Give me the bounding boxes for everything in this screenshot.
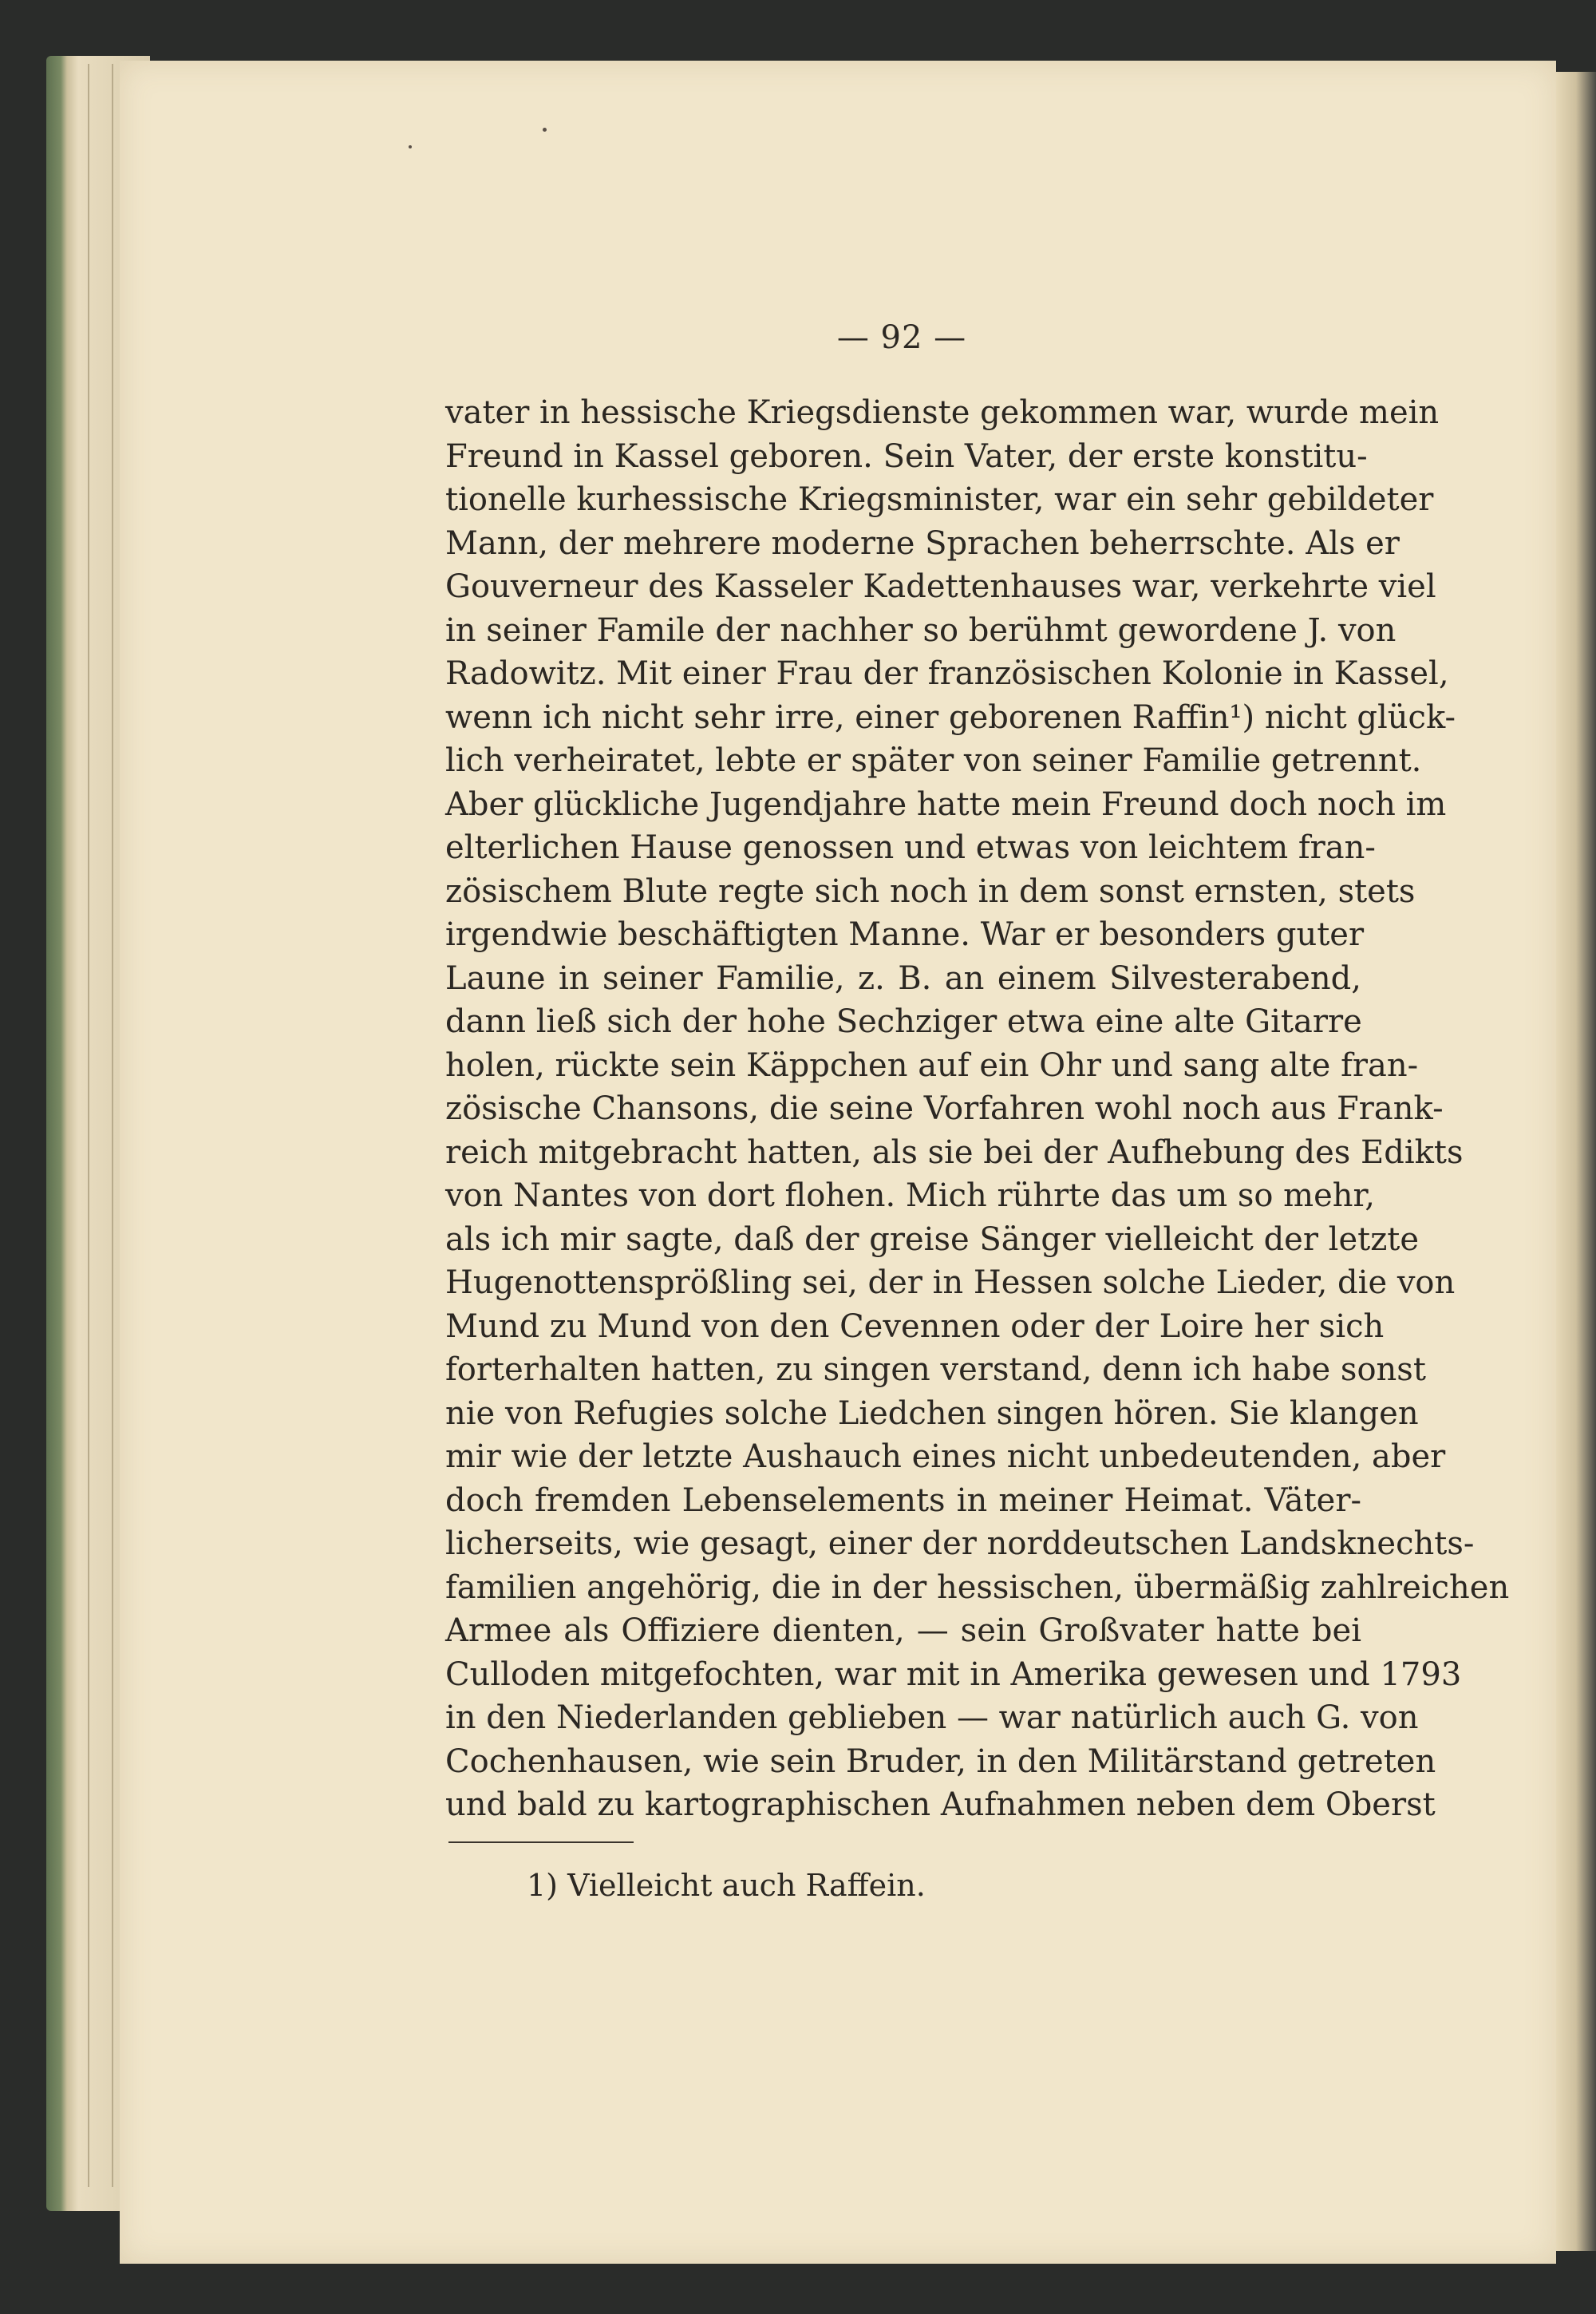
- footnote: 1) Vielleicht auch Raffein.: [527, 1868, 926, 1903]
- text-line: Aber glückliche Jugendjahre hatte mein Freund doch noch im: [445, 785, 1447, 823]
- text-line: forterhalten hatten, zu singen verstand, denn ich habe sonst: [445, 1351, 1426, 1388]
- right-page-edge: [1556, 72, 1596, 2251]
- text-line: nie von Refugies solche Liedchen singen hören. Sie klangen: [445, 1394, 1419, 1432]
- text-line: doch fremden Lebenselements in meiner Heimat. Väter-: [445, 1481, 1361, 1519]
- ink-speck: [543, 128, 547, 132]
- text-line: Hugenottensprößling sei, der in Hessen solche Lieder, die von: [445, 1264, 1456, 1301]
- text-line: und bald zu kartographischen Aufnahmen neben dem Oberst: [445, 1786, 1436, 1823]
- text-line: elterlichen Hause genossen und etwas von leichtem fran-: [445, 829, 1376, 866]
- text-line: in seiner Famile der nachher so berühmt gewordene J. von: [445, 611, 1396, 649]
- text-line: holen, rückte sein Käppchen auf ein Ohr und sang alte fran-: [445, 1046, 1419, 1084]
- ink-speck: [409, 145, 412, 148]
- text-line: reich mitgebracht hatten, als sie bei der Aufhebung des Edikts: [445, 1133, 1464, 1171]
- text-line: Laune in seiner Familie, z. B. an einem Silvesterabend,: [445, 959, 1361, 997]
- text-line: Armee als Offiziere dienten, — sein Großvater hatte bei: [445, 1612, 1361, 1649]
- text-line: Freund in Kassel geboren. Sein Vater, der erste konstitu-: [445, 437, 1368, 475]
- text-line: von Nantes von dort flohen. Mich rührte das um so mehr,: [445, 1177, 1375, 1214]
- page-number: — 92 —: [836, 319, 967, 356]
- text-line: licherseits, wie gesagt, einer der norddeutschen Landsknechts-: [445, 1525, 1475, 1562]
- text-line: irgendwie beschäftigten Manne. War er besonders guter: [445, 916, 1365, 953]
- text-line: dann ließ sich der hohe Sechziger etwa eine alte Gitarre: [445, 1003, 1362, 1040]
- text-line: Radowitz. Mit einer Frau der französischen Kolonie in Kassel,: [445, 655, 1449, 692]
- footnote-rule: [448, 1841, 634, 1843]
- text-line: Mann, der mehrere moderne Sprachen beherrschte. Als er: [445, 524, 1400, 562]
- text-line: lich verheiratet, lebte er später von seiner Familie getrennt.: [445, 742, 1422, 779]
- text-line: vater in hessische Kriegsdienste gekommen war, wurde mein: [445, 394, 1440, 431]
- text-line: wenn ich nicht sehr irre, einer geborenen Raffin¹) nicht glück-: [445, 698, 1456, 736]
- text-line: als ich mir sagte, daß der greise Sänger vielleicht der letzte: [445, 1220, 1420, 1258]
- text-line: in den Niederlanden geblieben — war natürlich auch G. von: [445, 1699, 1419, 1736]
- text-line: Gouverneur des Kasseler Kadettenhauses war, verkehrte viel: [445, 568, 1436, 605]
- page-edge-line: [88, 64, 89, 2187]
- page-edge-line: [112, 64, 113, 2187]
- text-line: familien angehörig, die in der hessischen, übermäßig zahlreichen: [445, 1568, 1510, 1606]
- text-line: Mund zu Mund von den Cevennen oder der Loire her sich: [445, 1307, 1385, 1345]
- text-line: zösische Chansons, die seine Vorfahren wohl noch aus Frank-: [445, 1090, 1444, 1127]
- body-text: [445, 391, 1510, 1827]
- text-line: zösischem Blute regte sich noch in dem sonst ernsten, stets: [445, 872, 1416, 910]
- text-line: tionelle kurhessische Kriegsminister, war ein sehr gebildeter: [445, 481, 1434, 518]
- text-line: mir wie der letzte Aushauch eines nicht unbedeutenden, aber: [445, 1438, 1446, 1475]
- text-line: Culloden mitgefochten, war mit in Amerika gewesen und 1793: [445, 1655, 1462, 1693]
- text-line: Cochenhausen, wie sein Bruder, in den Militärstand getreten: [445, 1742, 1436, 1780]
